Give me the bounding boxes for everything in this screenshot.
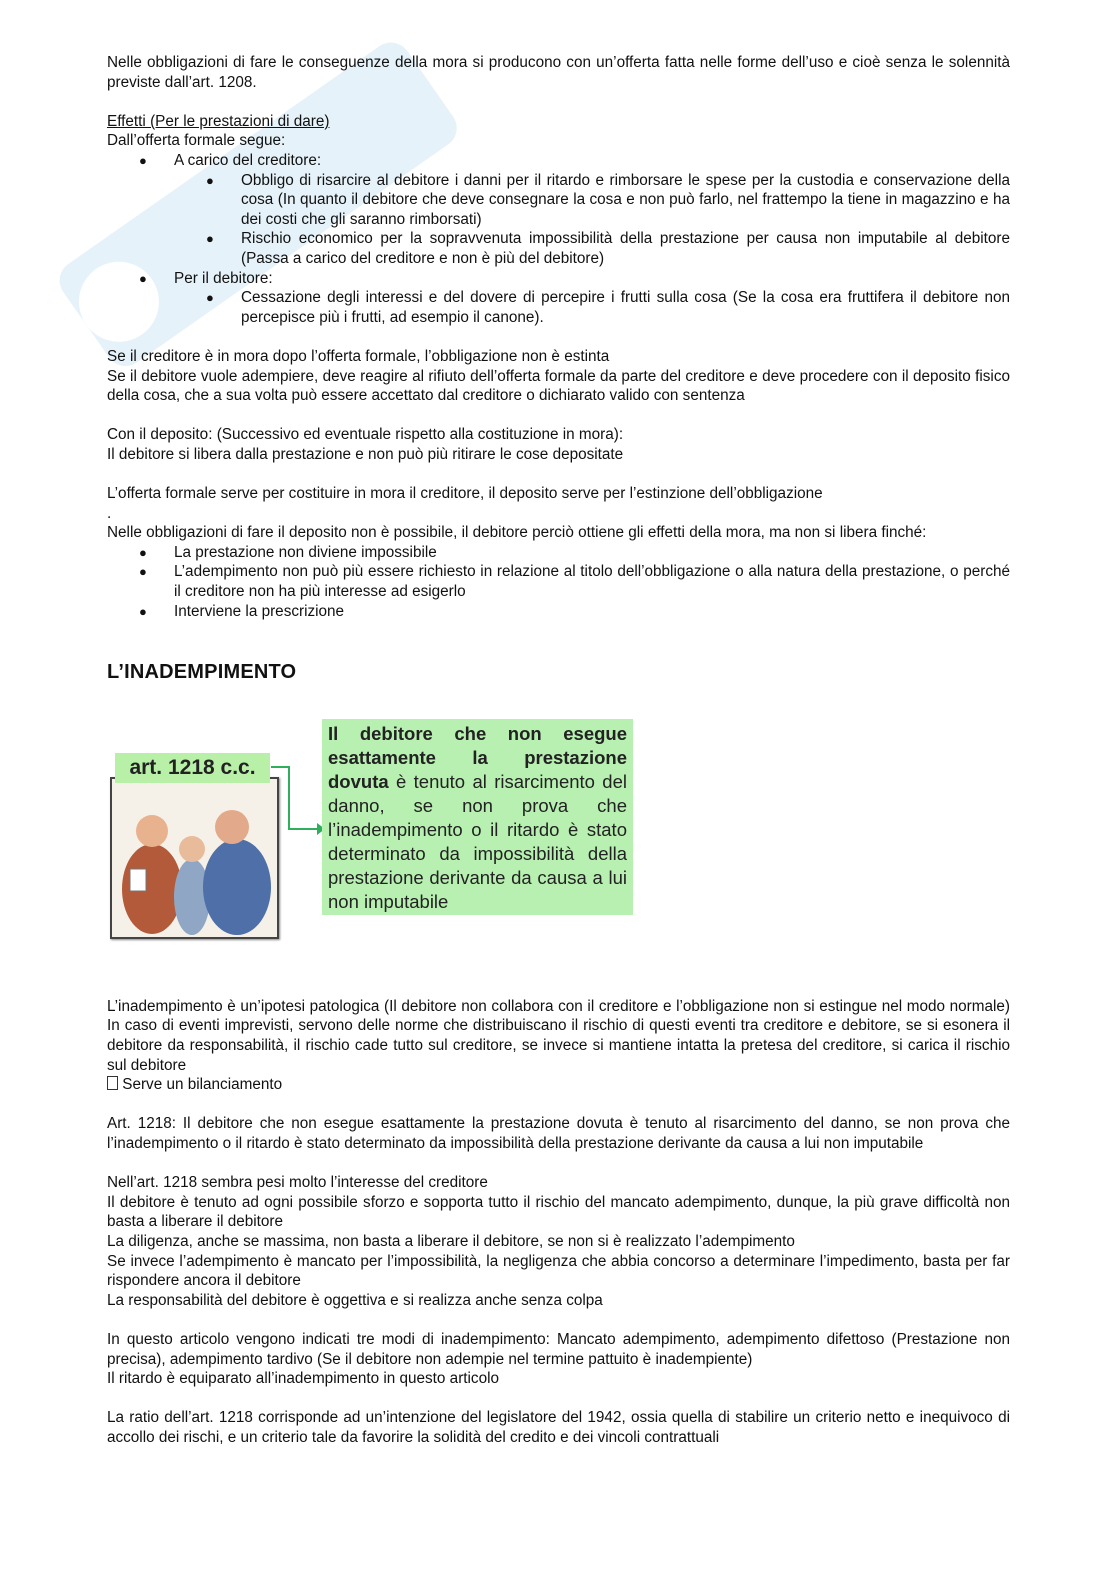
creditore-label: A carico del creditore:	[174, 151, 322, 169]
effetti-intro: Dall’offerta formale segue:	[107, 132, 286, 150]
list-item: ● La prestazione non diviene impossibile	[139, 543, 437, 561]
paragraph-intro: Nelle obbligazioni di fare le conseguenze della mora si producono con un’offerta fatta nelle forme dell’uso e cioè senza le solennità previste dall’art. 1208.	[107, 54, 1010, 91]
finche-list	[107, 543, 1010, 621]
document-page	[107, 53, 1010, 1447]
paragraph: Il ritardo è equiparato all’inadempimento in questo articolo	[107, 1370, 499, 1388]
debitore-sublist	[174, 288, 1010, 327]
list-item: ● Interviene la prescrizione	[139, 602, 345, 620]
list-item: ● L’adempimento non può più essere richiesto in relazione al titolo dell’obbligazione o alla natura della prestazione, o perché il creditore non ha più interesse ad esigerlo	[139, 563, 1010, 601]
cartoon-illustration	[112, 779, 277, 937]
paragraph: Nell’art. 1218 sembra pesi molto l’interesse del creditore	[107, 1174, 488, 1192]
paragraph: Se invece l’adempimento è mancato per l’impossibilità, la negligenza che abbia concorso a determinare l’impedimento, basta per far rispondere ancora il debitore	[107, 1252, 1010, 1290]
effetti-heading: Effetti (Per le prestazioni di dare)	[107, 112, 330, 130]
effetti-list	[107, 151, 1010, 327]
bullet-icon: ●	[139, 564, 147, 580]
paragraph: .	[107, 504, 112, 522]
article-figure	[107, 719, 1010, 959]
arrow-icon	[267, 759, 327, 835]
cartoon-image	[110, 777, 279, 939]
article-text-box: Il debitore che non esegue esattamente la prestazione dovuta è tenuto al risarcimento del danno, se non prova che l’inadempimento o il ritardo è stato determinato da impossibilità della prestazione derivante da causa a lui non imputabile	[322, 719, 633, 915]
paragraph: Se il debitore vuole adempiere, deve reagire al rifiuto dell’offerta formale da parte del creditore e deve procedere con il deposito fisico della cosa, che a sua volta può essere accettato dal creditore o dichiarato valido con sentenza	[107, 367, 1010, 405]
paragraph: Con il deposito: (Successivo ed eventuale rispetto alla costituzione in mora):	[107, 426, 624, 444]
bullet-icon: ●	[206, 172, 214, 188]
paragraph: La responsabilità del debitore è oggettiva e si realizza anche senza colpa	[107, 1291, 603, 1309]
paragraph: Art. 1218: Il debitore che non esegue esattamente la prestazione dovuta è tenuto al risarcimento del danno, se non prova che l’inadempimento o il ritardo è stato determinato da impossibilità della prestazione derivante da causa a lui non imputabile	[107, 1115, 1010, 1152]
paragraph: La ratio dell’art. 1218 corrisponde ad un’intenzione del legislatore del 1942, ossia quella di stabilire un criterio netto e inequivoco di accollo dei rischi, e un criterio tale da favorire la solidità del credito e dei vincoli contrattuali	[107, 1409, 1010, 1446]
paragraph: La diligenza, anche se massima, non basta a liberare il debitore, se non si è realizzato l’adempimento	[107, 1232, 795, 1250]
bullet-icon: ●	[206, 231, 214, 247]
list-item	[107, 269, 1010, 328]
paragraph: Serve un bilanciamento	[107, 1075, 1010, 1095]
paragraph: Il debitore si libera dalla prestazione e non può più ritirare le cose depositate	[107, 445, 624, 463]
creditore-sublist	[174, 171, 1010, 269]
paragraph: Nelle obbligazioni di fare il deposito non è possibile, il debitore perciò ottiene gli effetti della mora, ma non si libera finché:	[107, 524, 927, 542]
bullet-icon: ●	[206, 290, 214, 306]
bullet-icon: ●	[139, 544, 147, 560]
box-icon	[107, 1076, 118, 1090]
bullet-icon: ●	[139, 152, 147, 168]
debitore-label: Per il debitore:	[174, 269, 273, 287]
paragraph: Se il creditore è in mora dopo l’offerta formale, l’obbligazione non è estinta	[107, 347, 610, 365]
list-item	[107, 151, 1010, 269]
paragraph: Il debitore è tenuto ad ogni possibile sforzo e sopporta tutto il rischio del mancato adempimento, dunque, la più grave difficoltà non basta a liberare il debitore	[107, 1193, 1010, 1231]
paragraph: L’inadempimento è un’ipotesi patologica (Il debitore non collabora con il creditore e l’obbligazione non si estingue nel modo normale) In caso di eventi imprevisti, servono delle norme che distribuiscano il rischio di questi eventi tra creditore e debitore, se si esonera il debitore da responsabilità, il rischio cade tutto sul creditore, se invece si mantiene intatta la pretesa del creditore, si carica il rischio sul debitore	[107, 997, 1010, 1074]
list-item: ● Cessazione degli interessi e del dovere di percepire i frutti sulla cosa (Se la cosa era fruttifera il debitore non percepisce più i frutti, ad esempio il canone).	[206, 289, 1010, 326]
article-label: art. 1218 c.c.	[115, 753, 270, 783]
paragraph: In questo articolo vengono indicati tre modi di inadempimento: Mancato adempimento, adempimento difettoso (Prestazione non precisa), adempimento tardivo (Se il debitore non adempie nel termine pattuito è inadempiente)	[107, 1330, 1010, 1368]
bullet-icon: ●	[139, 270, 147, 286]
bullet-icon: ●	[139, 603, 147, 619]
section-title: L’INADEMPIMENTO	[107, 661, 297, 684]
paragraph: L’offerta formale serve per costituire in mora il creditore, il deposito serve per l’estinzione dell’obbligazione	[107, 485, 823, 503]
list-item: ● Obbligo di risarcire al debitore i danni per il ritardo e rimborsare le spese per la custodia e conservazione della cosa (In quanto il debitore che deve consegnare la cosa e non può farlo, nel frattempo la tiene in magazzino e ha dei costi che gli saranno rimborsati)	[206, 171, 1010, 228]
list-item: ● Rischio economico per la sopravvenuta impossibilità della prestazione per causa non imputabile al debitore (Passa a carico del creditore e non è più del debitore)	[206, 230, 1010, 267]
